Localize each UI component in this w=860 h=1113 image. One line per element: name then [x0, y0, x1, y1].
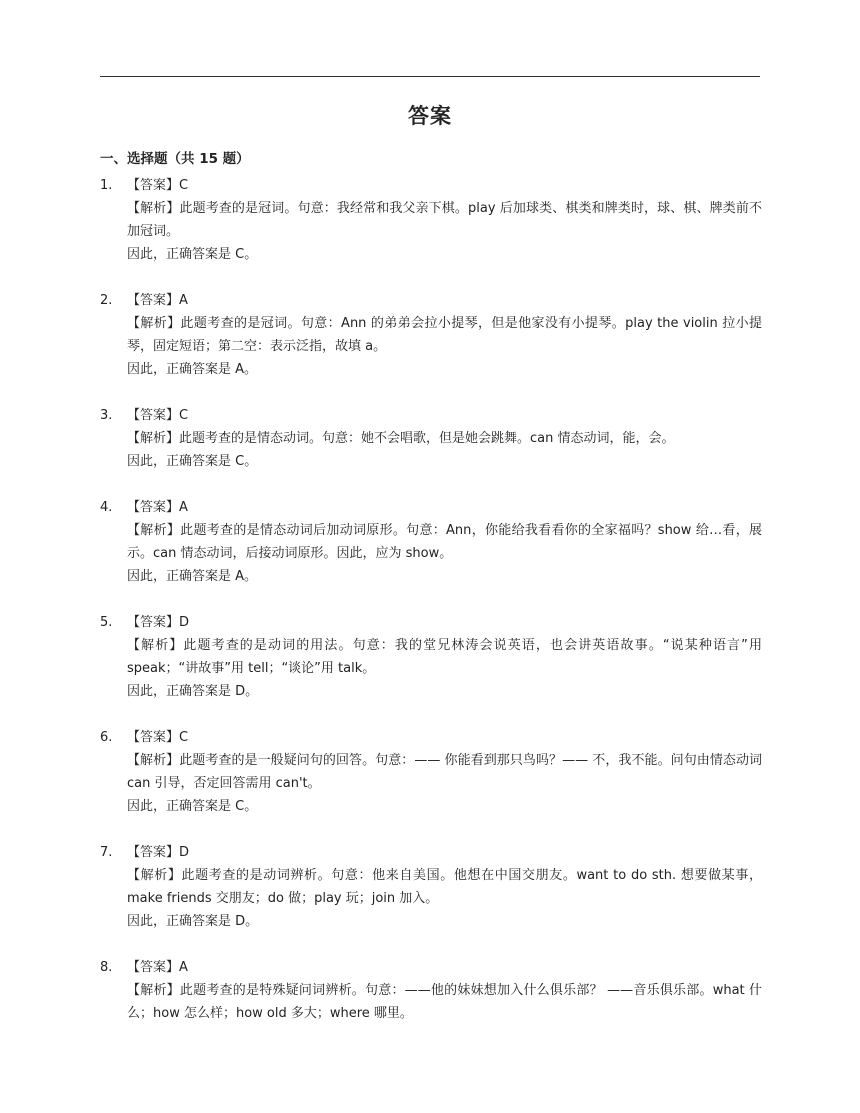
explanation-text: 【解析】此题考查的是冠词。句意：Ann 的弟弟会拉小提琴，但是他家没有小提琴。play the violin 拉小提琴，固定短语；第二空：表示泛指，故填 a。 [127, 316, 762, 354]
question-item [100, 289, 762, 381]
question-number: 4. [100, 500, 113, 515]
explanation-text: 【解析】此题考查的是特殊疑问词辨析。句意：——他的妹妹想加入什么俱乐部？ ——音乐俱乐部。what 什么；how 怎么样；how old 多大；where 哪里。 [127, 983, 762, 1021]
question-list [100, 174, 762, 1048]
explanation-text: 【解析】此题考查的是动词辨析。句意：他来自美国。他想在中国交朋友。want to do sth. 想要做某事，make friends 交朋友；do 做；play 玩；join 加入。 [127, 868, 762, 906]
explanation-text: 【解析】此题考查的是情态动词。句意：她不会唱歌，但是她会跳舞。can 情态动词，能，会。 [127, 431, 675, 446]
answer-line: 【答案】A [127, 500, 188, 515]
conclusion-line: 因此，正确答案是 A。 [127, 569, 258, 584]
conclusion-line: 因此，正确答案是 D。 [127, 914, 259, 929]
question-number: 5. [100, 615, 113, 630]
header-rule [100, 76, 760, 77]
question-item [100, 496, 762, 588]
conclusion-line: 因此，正确答案是 D。 [127, 684, 259, 699]
explanation-text: 【解析】此题考查的是一般疑问句的回答。句意：—— 你能看到那只鸟吗？—— 不，我不能。问句由情态动词 can 引导，否定回答需用 can't。 [127, 753, 762, 791]
question-number: 7. [100, 845, 113, 860]
answer-line: 【答案】D [127, 615, 190, 630]
question-number: 6. [100, 730, 113, 745]
answer-line: 【答案】A [127, 960, 188, 975]
page-title: 答案 [408, 104, 452, 128]
question-item [100, 841, 762, 933]
answer-line: 【答案】C [127, 730, 189, 745]
conclusion-line: 因此，正确答案是 A。 [127, 362, 258, 377]
question-item [100, 174, 762, 266]
question-item [100, 611, 762, 703]
question-number: 2. [100, 293, 113, 308]
explanation-text: 【解析】此题考查的是情态动词后加动词原形。句意：Ann，你能给我看看你的全家福吗？show 给…看，展示。can 情态动词，后接动词原形。因此，应为 show。 [127, 523, 762, 561]
conclusion-line: 因此，正确答案是 C。 [127, 454, 258, 469]
question-number: 8. [100, 960, 113, 975]
explanation-text: 【解析】此题考查的是动词的用法。句意：我的堂兄林涛会说英语，也会讲英语故事。“说某种语言”用 speak；“讲故事”用 tell；“谈论”用 talk。 [127, 638, 762, 676]
answer-line: 【答案】C [127, 178, 189, 193]
answer-line: 【答案】C [127, 408, 189, 423]
question-item [100, 404, 762, 473]
explanation-text: 【解析】此题考查的是冠词。句意：我经常和我父亲下棋。play 后加球类、棋类和牌类时，球、棋、牌类前不加冠词。 [127, 201, 762, 239]
section-heading: 一、选择题（共 15 题） [100, 151, 250, 167]
answer-line: 【答案】A [127, 293, 188, 308]
answer-line: 【答案】D [127, 845, 190, 860]
question-item [100, 956, 762, 1025]
conclusion-line: 因此，正确答案是 C。 [127, 799, 258, 814]
question-item [100, 726, 762, 818]
conclusion-line: 因此，正确答案是 C。 [127, 247, 258, 262]
question-number: 3. [100, 408, 113, 423]
question-number: 1. [100, 178, 113, 193]
